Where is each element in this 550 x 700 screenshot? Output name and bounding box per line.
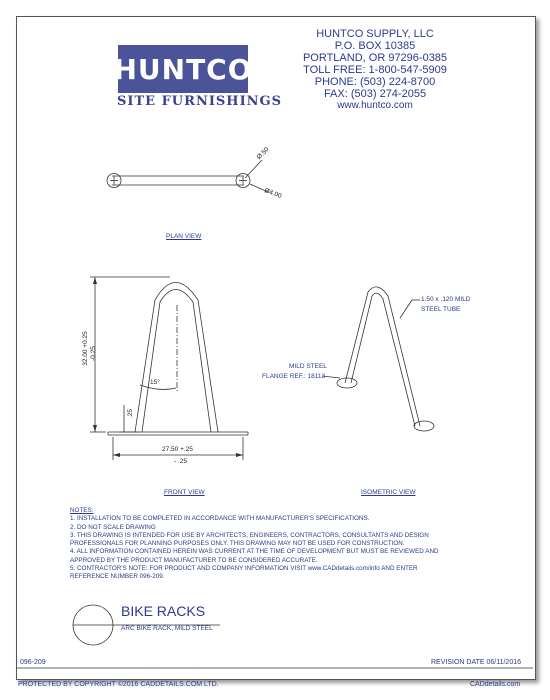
copyright-notice: PROTECTED BY COPYRIGHT ©2016 CADDETAILS.COM LTD.: [18, 681, 219, 688]
note-line: APPROVED BY THE PRODUCT MANUFACTURER TO BE CONSIDERED ACCURATE.: [70, 556, 318, 564]
front-view-title: FRONT VIEW: [164, 489, 205, 496]
plan-view-title: PLAN VIEW: [166, 233, 202, 240]
company-phone: PHONE: (503) 224-8700: [314, 76, 436, 88]
company-fax: FAX: (503) 274-2055: [323, 88, 427, 100]
company-name: HUNTCO SUPPLY, LLC: [316, 28, 434, 40]
caddetails-link[interactable]: CADdetails.com: [470, 681, 521, 688]
plate-thickness-dim: .25: [127, 408, 135, 419]
note-line: 4. ALL INFORMATION CONTAINED HEREIN WAS CURRENT AT THE TIME OF DEVELOPMENT BUT MUST BE REVIEWED AND: [70, 548, 439, 556]
isometric-view-title: ISOMETRIC VIEW: [361, 489, 416, 496]
company-website[interactable]: www.huntco.com: [337, 100, 413, 111]
company-pobox: P.O. BOX 10385: [334, 40, 416, 52]
flange-callout-line1: MILD STEEL: [289, 363, 327, 370]
note-line: 2. DO NOT SCALE DRAWING: [70, 523, 156, 531]
note-line: PROFESSIONALS FOR PLANNING PURPOSES ONLY. THIS DRAWING MAY NOT BE USED FOR CONSTRUCTION.: [70, 540, 405, 548]
front-view-drawing: [90, 277, 248, 460]
note-line: 3. THIS DRAWING IS INTENDED FOR USE BY ARCHITECTS, ENGINEERS, CONTRACTORS, CONSULTANTS AND DESIGN: [70, 531, 429, 539]
company-tollfree: TOLL FREE: 1-800-547-5909: [303, 64, 447, 76]
notes-heading: NOTES:: [70, 507, 94, 514]
isometric-view-drawing: [322, 287, 434, 431]
company-info: [296, 28, 454, 112]
plan-plate-dim: Ø4.00: [263, 187, 283, 200]
angle-dim: 15°: [150, 379, 160, 386]
width-dim-top: 27.50 +.25: [162, 446, 193, 453]
plan-hole-dim: Ø.50: [255, 146, 271, 161]
plan-view-drawing: [107, 160, 268, 192]
drawing-title: BIKE RACKS: [121, 603, 206, 619]
note-line: REFERENCE NUMBER 096-209.: [70, 573, 165, 581]
drawing-subtitle: ARC BIKE RACK, MILD STEEL: [121, 625, 213, 632]
flange-callout-line2: FLANGE REF.: 18113: [262, 373, 326, 380]
width-dim-bottom: - .25: [174, 458, 188, 465]
tube-callout-line2: STEEL TUBE: [421, 306, 461, 313]
huntco-logo: HUNTCO: [118, 45, 248, 93]
height-dim-top: 32.00 +0.25: [81, 331, 89, 366]
revision-date: REVISION DATE 06/11/2016: [431, 659, 522, 666]
notes-block: [70, 507, 439, 582]
note-line: 1. INSTALLATION TO BE COMPLETED IN ACCORDANCE WITH MANUFACTURER'S SPECIFICATIONS.: [70, 515, 370, 523]
tube-callout-line1: 1.50 x .120 MILD: [421, 296, 471, 303]
height-dim-bottom: -0.25: [89, 346, 97, 361]
logo-tagline: SITE FURNISHINGS: [117, 94, 283, 109]
company-city: PORTLAND, OR 97296-0385: [302, 52, 448, 64]
note-line: 5. CONTRACTOR'S NOTE: FOR PRODUCT AND COMPANY INFORMATION VISIT www.CADdetails.com/info AND ENTER: [70, 565, 418, 573]
drawing-reference: 096-209: [20, 659, 46, 666]
